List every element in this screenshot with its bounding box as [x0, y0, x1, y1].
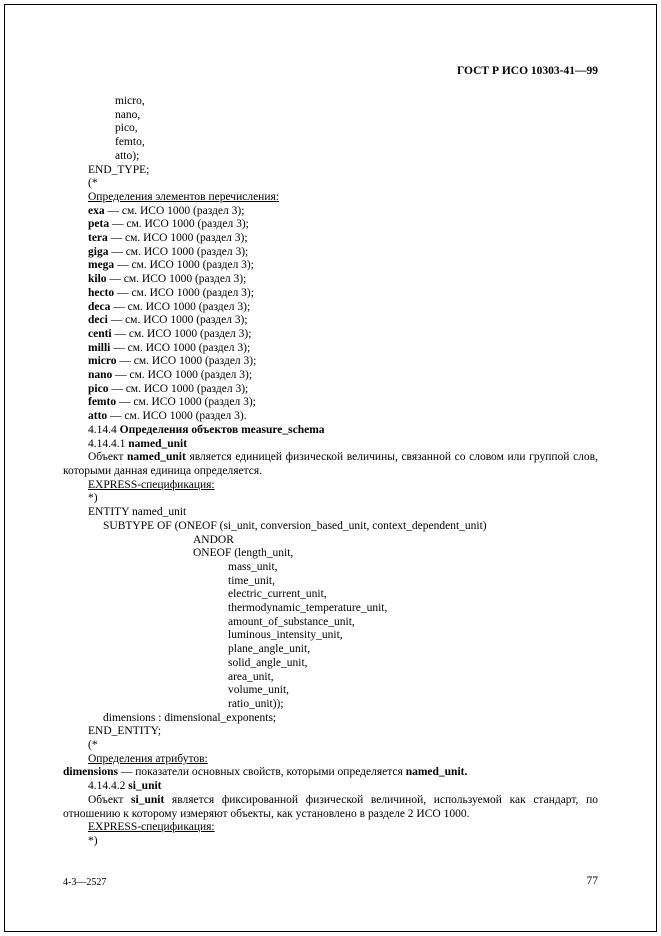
content: [63, 95, 598, 849]
text-segment: deca: [88, 300, 111, 313]
text-line: [63, 438, 598, 452]
text-line: [63, 684, 598, 698]
text-line: [63, 821, 598, 835]
text-segment: 4.14.4: [88, 423, 120, 436]
text-line: [63, 410, 598, 424]
text-segment: — см. ИСО 1000 (раздел 3);: [110, 300, 251, 313]
text-line: [63, 150, 598, 164]
document-header: ГОСТ Р ИСО 10303-41—99: [456, 65, 598, 77]
text-segment: 4.14.4.2: [88, 780, 129, 793]
text-line: [63, 369, 598, 383]
text-line: [63, 671, 598, 685]
text-segment: si_unit: [128, 780, 162, 793]
text-segment: named_unit: [128, 437, 188, 450]
text-segment: — см. ИСО 1000 (раздел 3);: [112, 369, 253, 382]
text-segment: kilo: [88, 273, 107, 286]
text-segment: atto: [88, 410, 108, 423]
text-line: [63, 95, 598, 109]
text-segment: micro: [88, 355, 117, 368]
text-segment: nano,: [115, 108, 141, 121]
text-line: [63, 355, 598, 369]
text-segment: является единицей физической величины, связанной со словом или группой слов, которыми данная единица определяется.: [63, 451, 598, 477]
text-line: [63, 396, 598, 410]
text-segment: — показатели основных свойств, которыми определяется: [117, 766, 406, 779]
text-segment: — см. ИСО 1000 (раздел 3);: [116, 355, 257, 368]
text-line: [63, 629, 598, 643]
footer-print-number: 4-3—2527: [63, 877, 107, 888]
text-segment: — см. ИСО 1000 (раздел 3);: [111, 327, 252, 340]
text-segment: — см. ИСО 1000 (раздел 3).: [107, 410, 247, 423]
text-line: [63, 301, 598, 315]
text-segment: ANDOR: [193, 533, 234, 546]
text-line: [63, 588, 598, 602]
text-segment: ONEOF (length_unit,: [193, 547, 294, 560]
footer-page-number: 77: [586, 875, 598, 887]
text-segment: — см. ИСО 1000 (раздел 3);: [104, 204, 245, 217]
text-line: [63, 616, 598, 630]
text-segment: — см. ИСО 1000 (раздел 3);: [114, 259, 254, 272]
text-segment: Определения объектов measure_schema: [119, 423, 325, 436]
text-line: [63, 534, 598, 548]
text-segment: — см. ИСО 1000 (раздел 3);: [114, 286, 254, 299]
text-line: [63, 725, 598, 739]
text-segment: (*: [88, 177, 98, 190]
text-line: [63, 287, 598, 301]
text-line: [63, 835, 598, 849]
text-line: [63, 575, 598, 589]
text-segment: exa: [88, 204, 105, 217]
text-line: [63, 314, 598, 328]
text-segment: — см. ИСО 1000 (раздел 3);: [107, 232, 248, 245]
text-segment: area_unit,: [228, 670, 274, 683]
text-line: [63, 547, 598, 561]
text-line: [63, 328, 598, 342]
text-segment: — см. ИСО 1000 (раздел 3);: [116, 396, 256, 409]
text-segment: EXPRESS-спецификация:: [88, 478, 215, 491]
text-segment: atto);: [115, 149, 140, 162]
text-segment: ENTITY named_unit: [88, 506, 187, 519]
text-line: [63, 177, 598, 191]
text-line: [63, 383, 598, 397]
text-line: [63, 342, 598, 356]
text-segment: — см. ИСО 1000 (раздел 3);: [107, 314, 248, 327]
text-line: [63, 205, 598, 219]
text-segment: tera: [88, 232, 108, 245]
text-segment: (*: [88, 739, 98, 752]
text-line: [63, 657, 598, 671]
text-segment: EXPRESS-спецификация:: [88, 821, 215, 834]
text-segment: peta: [88, 218, 110, 231]
text-segment: giga: [88, 245, 109, 258]
text-segment: *): [88, 492, 98, 505]
text-segment: femto,: [115, 136, 145, 149]
text-line: [63, 164, 598, 178]
paragraph: [63, 451, 598, 478]
text-segment: amount_of_substance_unit,: [228, 615, 355, 628]
text-line: [63, 246, 598, 260]
text-segment: thermodynamic_temperature_unit,: [228, 602, 388, 615]
text-segment: 4.14.4.1: [88, 437, 129, 450]
text-segment: — см. ИСО 1000 (раздел 3);: [106, 273, 247, 286]
text-line: [63, 492, 598, 506]
text-line: [63, 506, 598, 520]
text-segment: centi: [88, 327, 112, 340]
text-segment: Определения элементов перечисления:: [88, 190, 279, 203]
text-segment: micro,: [115, 95, 145, 107]
text-line: [63, 520, 598, 534]
text-line: [63, 259, 598, 273]
text-segment: deci: [88, 314, 108, 327]
paragraph: [63, 766, 598, 780]
text-segment: solid_angle_unit,: [228, 656, 308, 669]
text-segment: named_unit: [127, 451, 186, 464]
text-line: [63, 739, 598, 753]
text-segment: Объект: [88, 793, 132, 806]
text-segment: SUBTYPE OF (ONEOF (si_unit, conversion_based_unit, context_dependent_unit): [103, 519, 487, 532]
text-line: [63, 122, 598, 136]
text-segment: named_unit.: [405, 766, 468, 779]
text-segment: luminous_intensity_unit,: [228, 629, 343, 642]
text-segment: *): [88, 834, 98, 847]
text-line: [63, 232, 598, 246]
text-segment: hecto: [88, 286, 115, 299]
text-line: [63, 273, 598, 287]
text-segment: mass_unit,: [228, 560, 278, 573]
text-line: [63, 780, 598, 794]
text-segment: является фиксированной физической величиной, используемой как стандарт, по отношению к которому измеряют объекты, как установлено в разделе 2 ИСО 1000.: [63, 793, 598, 820]
text-line: [63, 561, 598, 575]
text-segment: — см. ИСО 1000 (раздел 3);: [108, 245, 249, 258]
text-line: [63, 712, 598, 726]
text-line: [63, 218, 598, 232]
text-segment: — см. ИСО 1000 (раздел 3);: [108, 382, 249, 395]
text-line: [63, 191, 598, 205]
paragraph: [63, 794, 598, 821]
text-segment: Определения атрибутов:: [88, 752, 208, 765]
text-segment: femto: [88, 396, 117, 409]
text-line: [63, 643, 598, 657]
text-segment: dimensions: [63, 766, 118, 779]
text-segment: plane_angle_unit,: [228, 643, 311, 656]
text-segment: — см. ИСО 1000 (раздел 3);: [109, 218, 249, 231]
text-line: [63, 698, 598, 712]
text-segment: pico,: [115, 122, 138, 135]
text-line: [63, 479, 598, 493]
text-segment: dimensions : dimensional_exponents;: [103, 711, 277, 724]
text-segment: si_unit: [131, 793, 165, 806]
text-line: [63, 424, 598, 438]
text-segment: nano: [88, 369, 113, 382]
text-line: [63, 136, 598, 150]
text-segment: electric_current_unit,: [228, 588, 327, 601]
text-segment: time_unit,: [228, 574, 275, 587]
text-segment: END_TYPE;: [88, 163, 150, 176]
text-segment: volume_unit,: [228, 684, 290, 697]
text-segment: — см. ИСО 1000 (раздел 3);: [110, 341, 251, 354]
text-segment: pico: [88, 382, 109, 395]
text-line: [63, 602, 598, 616]
text-line: [63, 109, 598, 123]
text-line: [63, 753, 598, 767]
text-segment: milli: [88, 341, 111, 354]
text-segment: Объект: [88, 451, 128, 464]
text-segment: END_ENTITY;: [88, 725, 162, 738]
text-segment: mega: [88, 259, 115, 272]
text-segment: ratio_unit));: [228, 697, 284, 710]
